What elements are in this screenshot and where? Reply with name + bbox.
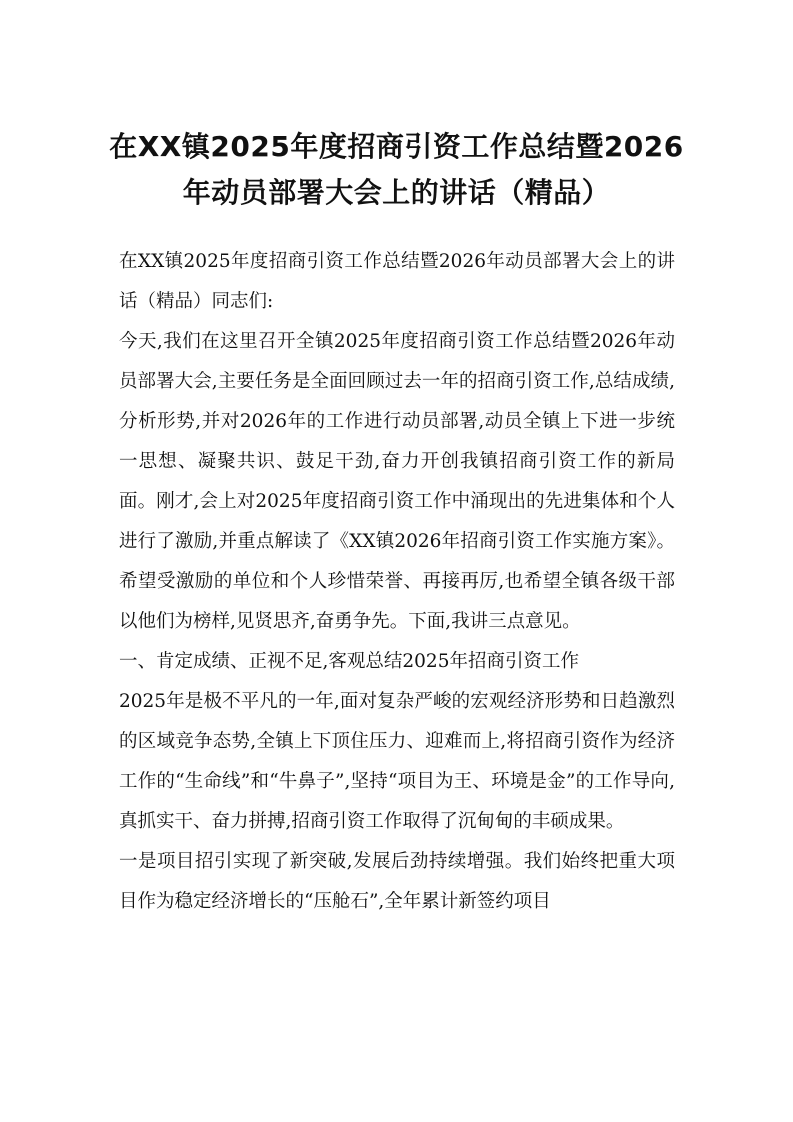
document-body — [119, 242, 675, 922]
title-line-2: 年动员部署大会上的讲话（精品） — [182, 176, 611, 209]
section-heading-1: 一、肯定成绩、正视不足,客观总结2025年招商引资工作 — [119, 651, 579, 672]
paragraph-intro: 在XX镇2025年度招商引资工作总结暨2026年动员部署大会上的讲话（精品）同志们: — [119, 251, 675, 312]
paragraph-point-1: 一是项目招引实现了新突破,发展后劲持续增强。我们始终把重大项目作为稳定经济增长的“压舱石”,全年累计新签约项目 — [119, 851, 675, 912]
paragraph-opening: 今天,我们在这里召开全镇2025年度招商引资工作总结暨2026年动员部署大会,主要任务是全面回顾过去一年的招商引资工作,总结成绩,分析形势,并对2026年的工作进行动员部署,动员全镇上下进一步统一思想、凝聚共识、鼓足干劲,奋力开创我镇招商引资工作的新局面。刚才,会上对2025年度招商引资工作中涌现出的先进集体和个人进行了激励,并重点解读了《XX镇2026年招商引资工作实施方案》。希望受激励的单位和个人珍惜荣誉、再接再厉,也希望全镇各级干部以他们为榜样,见贤思齐,奋勇争先。下面,我讲三点意见。 — [119, 331, 675, 632]
paragraph-summary-2025: 2025年是极不平凡的一年,面对复杂严峻的宏观经济形势和日趋激烈的区域竞争态势,全镇上下顶住压力、迎难而上,将招商引资作为经济工作的“生命线”和“牛鼻子”,坚持“项目为王、环境是金”的工作导向,真抓实干、奋力拼搏,招商引资工作取得了沉甸甸的丰硕成果。 — [119, 691, 675, 832]
document-title — [100, 124, 693, 216]
title-line-1: 在XX镇2025年度招商引资工作总结暨2026 — [109, 130, 684, 163]
